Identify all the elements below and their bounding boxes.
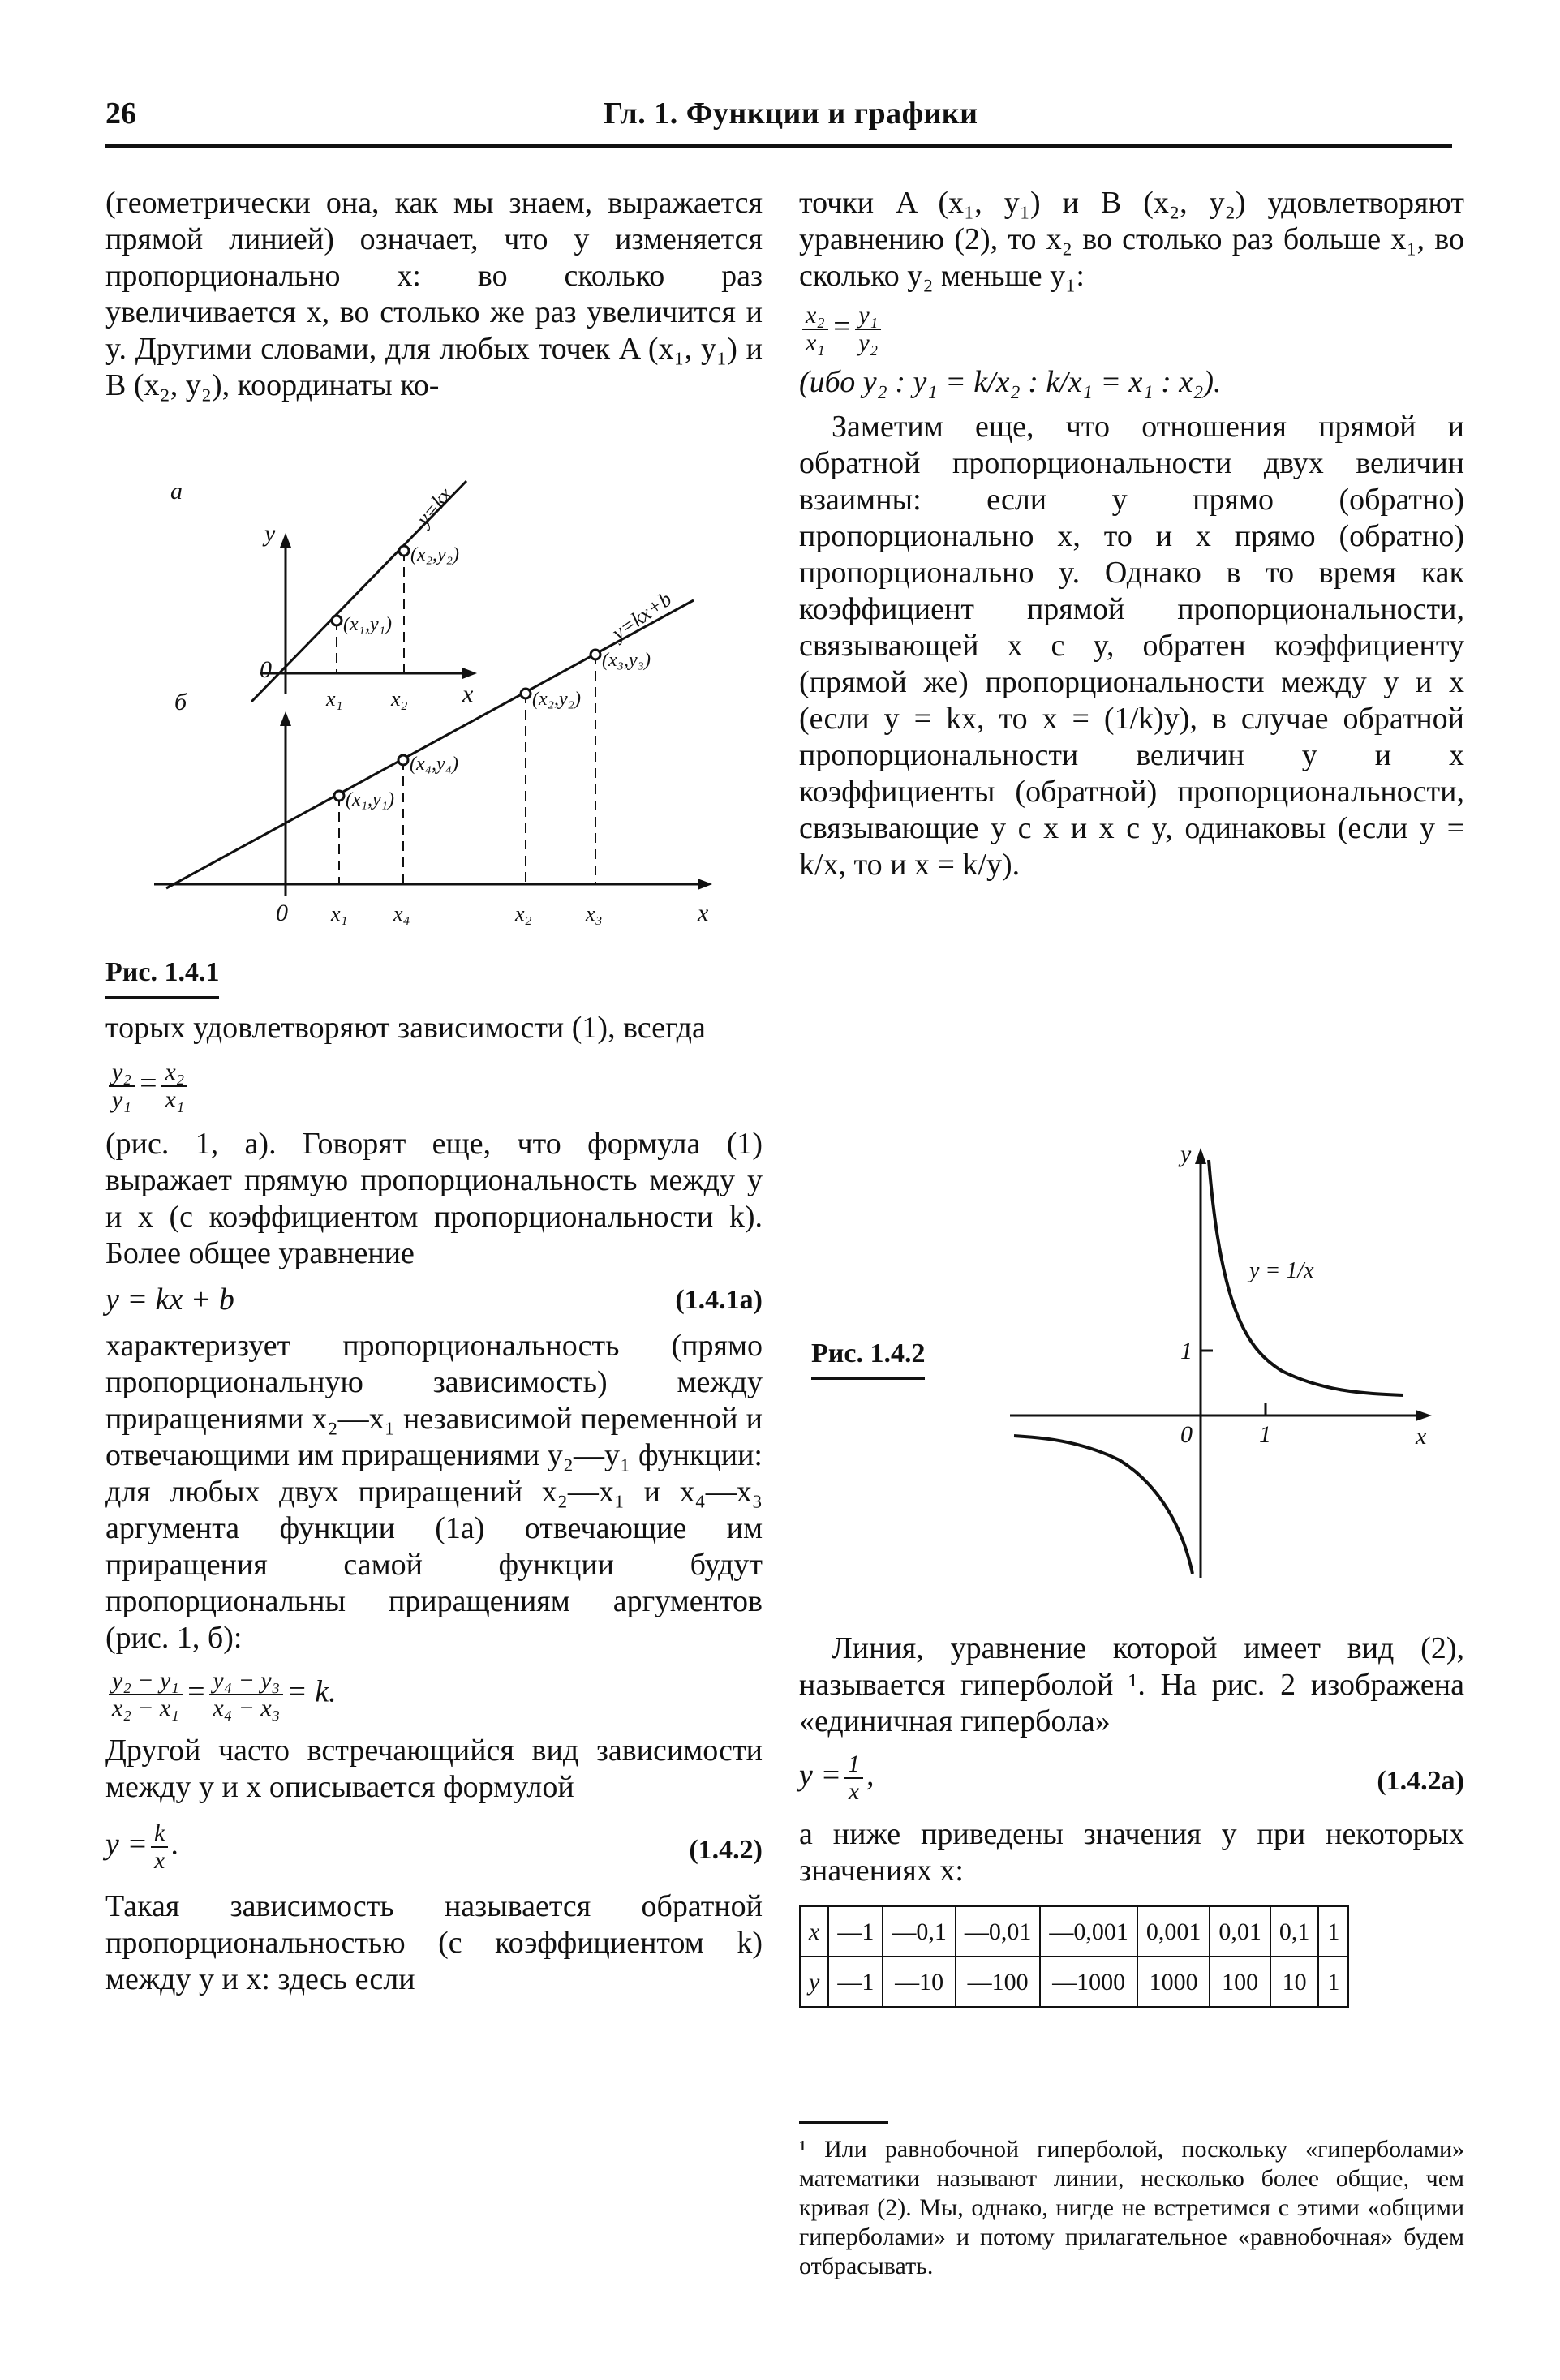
fig1b-origin: 0 xyxy=(276,900,288,926)
table-cell: —1 xyxy=(828,1906,883,1957)
left-paragraph-6: Такая зависимость называется обратной пропорциональностью (с коэффициентом k) между y и x: здесь если xyxy=(105,1889,763,1996)
frac-r-num1: x₂ xyxy=(802,303,828,330)
table-cell: y xyxy=(800,1957,828,2007)
fig1-label-a: а xyxy=(170,478,183,505)
fig2-origin: 0 xyxy=(1180,1421,1193,1448)
eq-142a-lhs: y = xyxy=(799,1758,842,1793)
frac-ratio-den2: x₁ xyxy=(165,1086,185,1113)
frac-ratio-num2: x₂ xyxy=(161,1059,187,1087)
footnote-block xyxy=(799,2121,1464,2281)
footnote-rule xyxy=(799,2121,888,2124)
footnote: ¹ Или равнобочной гиперболой, поскольку «гиперболами» математики называют линии, несколько более общие, чем кривая (2). Мы, однако, нигде не встретимся с этими «общими гиперболами» и потому прилагательное «равнобочная» будем отбрасывать. xyxy=(799,2136,1464,2279)
table-cell: —100 xyxy=(956,1957,1041,2007)
fig1b-tick-x2: x₂ xyxy=(515,902,532,926)
fig1b-x-label: x xyxy=(698,900,709,926)
fig1a-x-label: x xyxy=(462,681,474,707)
right-paragraph-3: Заметим еще, что отношения прямой и обратной пропорциональности двух величин взаимны: если y прямо (обратно) пропорционально x, то и x прямо (обратно) пропорционально y. Однако в то время как коэффициент прямой пропорциональности, связывающей x с y, обратен коэффициенту (прямой же) пропорциональности между y и x (если y = kx, то x = (1/k)y), в случае обратной пропорциональности величин y и x коэффициенты (обратной) пропорциональности, связывающие y с x и x с y, одинаковы (если y = k/x, то и x = k/y). xyxy=(799,410,1464,882)
right-column-2 xyxy=(799,1630,1464,2008)
values-table xyxy=(799,1905,1349,2008)
fig2-tick-x-label: 1 xyxy=(1259,1421,1271,1448)
table-cell: —0,001 xyxy=(1040,1906,1137,1957)
right-column xyxy=(799,185,1464,883)
frac-inc-den1: x₂ − x₁ xyxy=(112,1695,179,1721)
table-cell: 1 xyxy=(1318,1957,1348,2007)
eq-142a-den: x xyxy=(848,1778,860,1805)
table-row-x xyxy=(800,1906,1348,1957)
formula-right-ratio: $\frac{\text{x₂}}{\text{x₁}}$ = $\frac{\text{y₁}}{\text{y₂}}$ xyxy=(799,303,1464,356)
fig1b-point-1 xyxy=(334,791,344,801)
table-row-y xyxy=(800,1957,1348,2007)
frac-r-den2: y₂ xyxy=(858,329,879,356)
running-title: Гл. 1. Функции и графики xyxy=(604,97,978,131)
table-cell: 0,1 xyxy=(1270,1906,1319,1957)
right-paragraph-5: а ниже приведены значения y при некоторых значениях x: xyxy=(799,1817,1464,1888)
fig1b-point-2 xyxy=(521,689,531,698)
fig2-curve-negative xyxy=(1014,1436,1193,1574)
fig1-label-b: б xyxy=(174,689,187,715)
table-cell: —0,01 xyxy=(956,1906,1041,1957)
fig1b-line-label: y=kx+b xyxy=(607,586,677,645)
fig1b-line xyxy=(166,600,694,888)
formula-ratio: $\frac{\text{y₂}}{\text{y₁}}$ = $\frac{\text{x₂}}{\text{x₁}}$ xyxy=(105,1059,763,1113)
frac-inc-num2: y₄ − y₃ xyxy=(209,1668,283,1695)
fig1a-origin: 0 xyxy=(260,656,272,683)
fig1a-point-1 xyxy=(332,616,342,625)
table-cell: 100 xyxy=(1210,1957,1270,2007)
frac-ratio-num1: y₂ xyxy=(109,1059,135,1087)
eq-142a-number: (1.4.2a) xyxy=(1377,1766,1464,1796)
fig1b-point-3 xyxy=(591,650,600,659)
frac-inc-den2: x₄ − x₃ xyxy=(213,1695,281,1721)
left-paragraph-1: (геометрически она, как мы знаем, выражается прямой линией) означает, что y изменяется пропорционально x: во сколько раз увеличивается x, во столько же раз увеличится и y. Другими словами, для любых точек A (x₁, y₁) и B (x₂, y₂), координаты ко- xyxy=(105,186,763,402)
eq-141a-number: (1.4.1a) xyxy=(675,1285,763,1315)
table-cell: —0,1 xyxy=(883,1906,956,1957)
left-paragraph-5: Другой часто встречающийся вид зависимости между y и x описывается формулой xyxy=(105,1733,763,1804)
eq-141a: y = kx + b xyxy=(105,1282,234,1317)
page-header xyxy=(105,96,1452,148)
frac-r-den1: x₁ xyxy=(806,329,825,356)
table-cell: 0,001 xyxy=(1137,1906,1210,1957)
left-paragraph-2: торых удовлетворяют зависимости (1), всегда xyxy=(105,1011,706,1045)
fig1b-point-3-label: (x₃,y₃) xyxy=(602,650,651,671)
left-column xyxy=(105,185,763,404)
right-paragraph-4: Линия, уравнение которой имеет вид (2), называется гиперболой ¹. На рис. 2 изображена «единичная гипербола» xyxy=(799,1631,1464,1738)
fig1b-tick-x4: x₄ xyxy=(393,902,410,926)
fig1a-y-label: y xyxy=(264,520,276,547)
frac-ratio-den1: y₁ xyxy=(112,1086,131,1113)
fig1a-tick-x1: x₁ xyxy=(326,687,343,711)
table-cell: —10 xyxy=(883,1957,956,2007)
formula-142a xyxy=(799,1751,1464,1805)
frac-r-num2: y₁ xyxy=(855,303,881,330)
right-paragraph-1: точки A (x₁, y₁) и B (x₂, y₂) удовлетворяют уравнению (2), то x₂ во столько раз больше x₁, во сколько y₂ меньше y₁: xyxy=(799,186,1464,293)
fig1a-tick-x2: x₂ xyxy=(391,687,408,711)
fig2-curve-label: y = 1/x xyxy=(1249,1258,1314,1283)
fig1a-line-label: y=kx xyxy=(411,483,458,531)
fig2-caption: Рис. 1.4.2 xyxy=(811,1338,925,1380)
left-paragraph-4: характеризует пропорциональность (прямо пропорциональную зависимость) между приращениями x₂—x₁ независимой переменной и отвечающими им приращениями y₂—y₁ функции: для любых двух приращений x₂—x₁ и x₄—x₃ аргумента функции (1a) отвечающие им приращения самой функции будут пропорциональны приращениям аргументов (рис. 1, б): xyxy=(105,1329,763,1655)
table-cell: 0,01 xyxy=(1210,1906,1270,1957)
fig2-y-label: y xyxy=(1180,1141,1192,1167)
fig1b-point-2-label: (x₂,y₂) xyxy=(532,689,581,710)
formula-142: y = $\frac{k}{x}$ . (1.4.2) xyxy=(105,1819,763,1874)
table-cell: —1 xyxy=(828,1957,883,2007)
fig1b-tick-x1: x₁ xyxy=(331,902,348,926)
fig1a-point-2 xyxy=(399,546,409,556)
left-column-2 xyxy=(105,1010,763,1998)
eq-142-num: k xyxy=(151,1820,168,1848)
right-paragraph-2: (ибо y₂ : y₁ = k/x₂ : k/x₁ = x₁ : x₂). xyxy=(799,365,1222,399)
page-number: 26 xyxy=(105,97,136,131)
eq-142-number: (1.4.2) xyxy=(689,1835,763,1865)
fig2-x-label: x xyxy=(1416,1423,1427,1450)
fig1b-point-4-label: (x₄,y₄) xyxy=(410,754,458,775)
eq-142-lhs: y = xyxy=(105,1827,148,1862)
table-cell: 10 xyxy=(1270,1957,1319,2007)
formula-increments: $\frac{\text{y₂ − y₁}}{\text{x₂ − x₁}}$ = $\frac{\text{y₄ − y₃}}{\text{x₄ − x₃}}$ = k. xyxy=(105,1668,763,1721)
frac-inc-num1: y₂ − y₁ xyxy=(109,1668,183,1695)
fig2-tick-y-label: 1 xyxy=(1180,1338,1193,1364)
fig1b-point-1-label: (x₁,y₁) xyxy=(346,789,394,810)
fig1a-point-1-label: (x₁,y₁) xyxy=(343,614,392,635)
eq-142a-num: 1 xyxy=(844,1751,863,1779)
table-cell: x xyxy=(800,1906,828,1957)
fig2-caption-wrap xyxy=(811,1338,925,1380)
fig1a-point-2-label: (x₂,y₂) xyxy=(410,544,459,565)
fig1-caption: Рис. 1.4.1 xyxy=(105,957,219,999)
figure-1-4-1 xyxy=(105,475,763,953)
eq-142a-tail: , xyxy=(866,1758,875,1793)
table-cell: 1000 xyxy=(1137,1957,1210,2007)
table-cell: 1 xyxy=(1318,1906,1348,1957)
fig1-caption-wrap xyxy=(105,957,219,999)
eq-142-den: x xyxy=(154,1847,165,1874)
fig1b-point-4 xyxy=(398,755,408,765)
fig1b-tick-x3: x₃ xyxy=(586,902,603,926)
table-cell: —1000 xyxy=(1040,1957,1137,2007)
figure-1-4-2 xyxy=(1006,1136,1460,1590)
frac-inc-tail: = k. xyxy=(286,1674,337,1709)
formula-141a xyxy=(105,1282,763,1318)
left-paragraph-3: (рис. 1, а). Говорят еще, что формула (1) выражает прямую пропорциональность между y и x (с коэффициентом пропорциональности k). Более общее уравнение xyxy=(105,1127,763,1270)
